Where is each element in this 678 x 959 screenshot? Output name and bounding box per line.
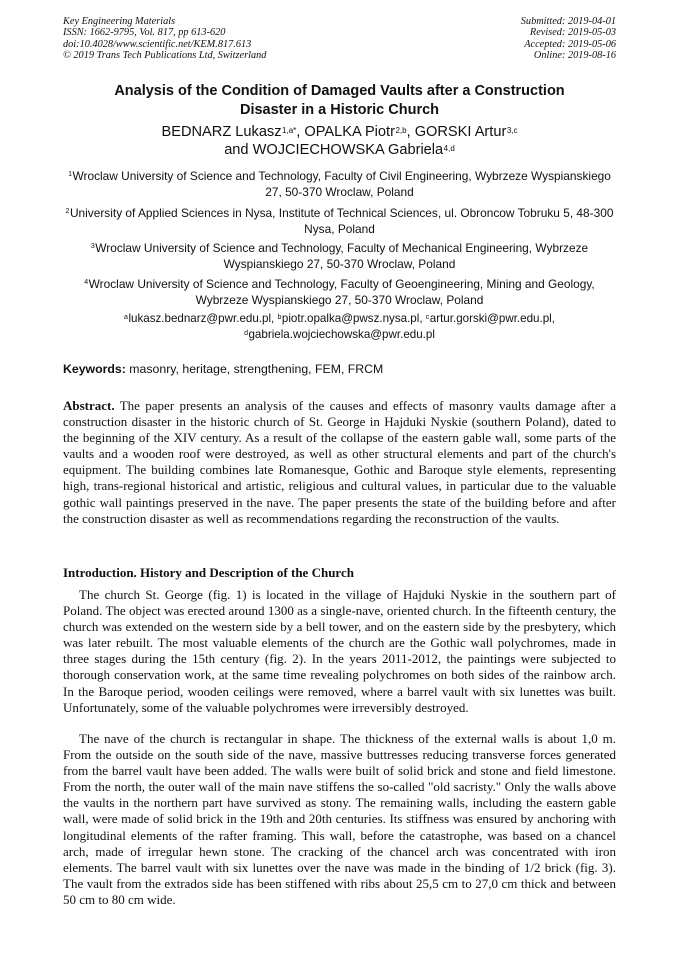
author-emails <box>63 311 616 343</box>
emails-line-2 <box>63 327 616 343</box>
email-mark: c <box>425 314 430 321</box>
abstract <box>63 398 616 527</box>
body-paragraph: The nave of the church is rectangular in shape. The thickness of the external walls is about 1,0 m. From the outside on the south side of the nave, massive buttresses reducing transverse forces generated from the barrel vault have been added. The walls were built of solid brick and stone and field limestone. From the north, the outer wall of the main nave stiffens the so-called "old sacristy." Only the walls above the vaults in the northern part have survived as stony. The remaining walls, including the eastern gable wall, were made of solid brick in the 19th and 20th centuries. Its stiffness was ensured by anchoring with longitudinal elements of the rafter framing. This wall, before the catastrophe, was based on a chancel arch, made of irregular hewn stone. The cracking of the chancel arch was concentrated with iron elements. The barrel vault with six lunettes over the nave was made in the binding of 1/2 brick (fig. 3). The vault from the extrados side has been stiffened with ribs about 25,5 cm to 27,0 cm thick and between 50 cm to 80 cm wide. <box>63 731 616 907</box>
email-address[interactable]: piotr.opalka@pwsz.nysa.pl, <box>281 312 426 325</box>
affiliation <box>63 240 616 272</box>
title-line: Disaster in a Historic Church <box>239 101 440 118</box>
journal-name: Key Engineering Materials <box>63 16 176 27</box>
journal-doi: doi:10.4028/www.scientific.net/KEM.817.613 <box>63 38 252 50</box>
affiliation-number: 3 <box>90 243 95 250</box>
emails-line-1 <box>63 311 616 327</box>
journal-issn: ISSN: 1662-9795, Vol. 817, pp 613-620 <box>63 27 226 39</box>
abstract-label: Abstract. <box>63 398 115 413</box>
affiliation-number: 4 <box>84 279 89 286</box>
date-submitted: Submitted: 2019-04-01 <box>520 16 616 27</box>
publication-dates <box>521 16 616 62</box>
section-heading: Introduction. History and Description of the Church <box>63 565 354 580</box>
email-address[interactable]: gabriela.wojciechowska@pwr.edu.pl <box>248 328 435 341</box>
keywords-label: Keywords: <box>63 362 126 376</box>
author-affiliation-mark: 1,a* <box>282 126 297 135</box>
author-affiliation-mark: 4,d <box>443 143 455 153</box>
email-mark: d <box>244 330 248 337</box>
author-name: BEDNARZ Lukasz <box>161 124 282 140</box>
affiliation <box>63 276 616 308</box>
affiliation-text: University of Applied Sciences in Nysa, Institute of Technical Sciences, ul. Obroncow Tobruku 5, 48-300 Nysa, Poland <box>69 206 614 236</box>
date-online: Online: 2019-08-16 <box>533 50 616 62</box>
email-mark: a <box>124 314 128 321</box>
author-name: GORSKI Artur <box>414 124 507 140</box>
date-accepted: Accepted: 2019-05-06 <box>524 38 616 50</box>
author-name: and WOJCIECHOWSKA Gabriela <box>224 141 444 158</box>
title-line: Analysis of the Condition of Damaged Vaults after a Construction <box>114 83 565 99</box>
affiliation-number: 2 <box>65 208 70 215</box>
journal-copyright: © 2019 Trans Tech Publications Ltd, Switzerland <box>63 50 267 62</box>
affiliation-text: Wroclaw University of Science and Technology, Faculty of Mechanical Engineering, Wybrzeze Wyspianskiego 27, 50-370 Wroclaw, Poland <box>95 241 589 271</box>
keywords-text: masonry, heritage, strengthening, FEM, FRCM <box>125 362 384 376</box>
author-affiliation-mark: 3,c <box>506 126 518 135</box>
email-address[interactable]: artur.gorski@pwr.edu.pl, <box>429 312 555 325</box>
affiliation <box>63 168 616 200</box>
abstract-text: The paper presents an analysis of the causes and effects of masonry vaults damage after a construction disaster in the historic church of St. George in Hajduki Nyskie (southern Poland), dated to the beginning of the XIV century. As a result of the collapse of the eastern gable wall, some parts of the vaults and a wooden roof were destroyed, as well as other structural elements and part of the church's equipment. The building combines late Romanesque, Gothic and Baroque style elements, representing high, trans-regional historical and artistic, religious and cultural values, in particular due to the valuable gothic wall paintings preserved in the nave. The paper presents the state of the building before and after the construction disaster as well as recommendations regarding the reconstruction of the vaults. <box>63 398 616 526</box>
affiliation-text: Wroclaw University of Science and Technology, Faculty of Geoengineering, Mining and Geology, Wybrzeze Wyspianskiego 27, 50-370 Wroclaw, Poland <box>88 277 595 307</box>
journal-header <box>63 16 616 62</box>
email-mark: b <box>277 314 282 321</box>
author-name: OPALKA Piotr <box>304 124 395 140</box>
authors-line-2 <box>63 142 616 160</box>
author-affiliation-mark: 2,b <box>395 126 407 135</box>
keywords <box>63 361 616 377</box>
body-paragraph: The church St. George (fig. 1) is located in the village of Hajduki Nyskie in the southern part of Poland. The object was erected around 1300 as a single-nave, oriented church. In the fifteenth century, the church was extended on the western side by a bell tower, and on the eastern side by the presbytery, which was later rebuilt. The most valuable elements of the church are the Gothic wall polychromes, made in three stages during the 15th century (fig. 2). In the years 2011-2012, the paintings were subjected to thorough conservation work, at the same time revealing polychromes on both sides of the rainbow arch. In the Baroque period, wooden ceilings were removed, where a barrel vault with six lunettes was built. Unfortunately, some of the valuable polychromes were irreversibly destroyed. <box>63 587 616 715</box>
author-list <box>63 124 616 159</box>
paper-title <box>63 82 616 119</box>
journal-info <box>63 16 266 62</box>
affiliation-text: Wroclaw University of Science and Technology, Faculty of Civil Engineering, Wybrzeze Wyspianskiego 27, 50-370 Wroclaw, Poland <box>72 169 611 199</box>
affiliation <box>63 205 616 237</box>
affiliation-number: 1 <box>68 171 72 178</box>
date-revised: Revised: 2019-05-03 <box>529 27 616 39</box>
email-address[interactable]: lukasz.bednarz@pwr.edu.pl, <box>128 312 278 325</box>
authors-line-1: BEDNARZ Lukasz$^{1,a*}$, OPALKA Piotr$^{2,b}$, GORSKI Artur$^{3,c}$ <box>161 124 518 140</box>
